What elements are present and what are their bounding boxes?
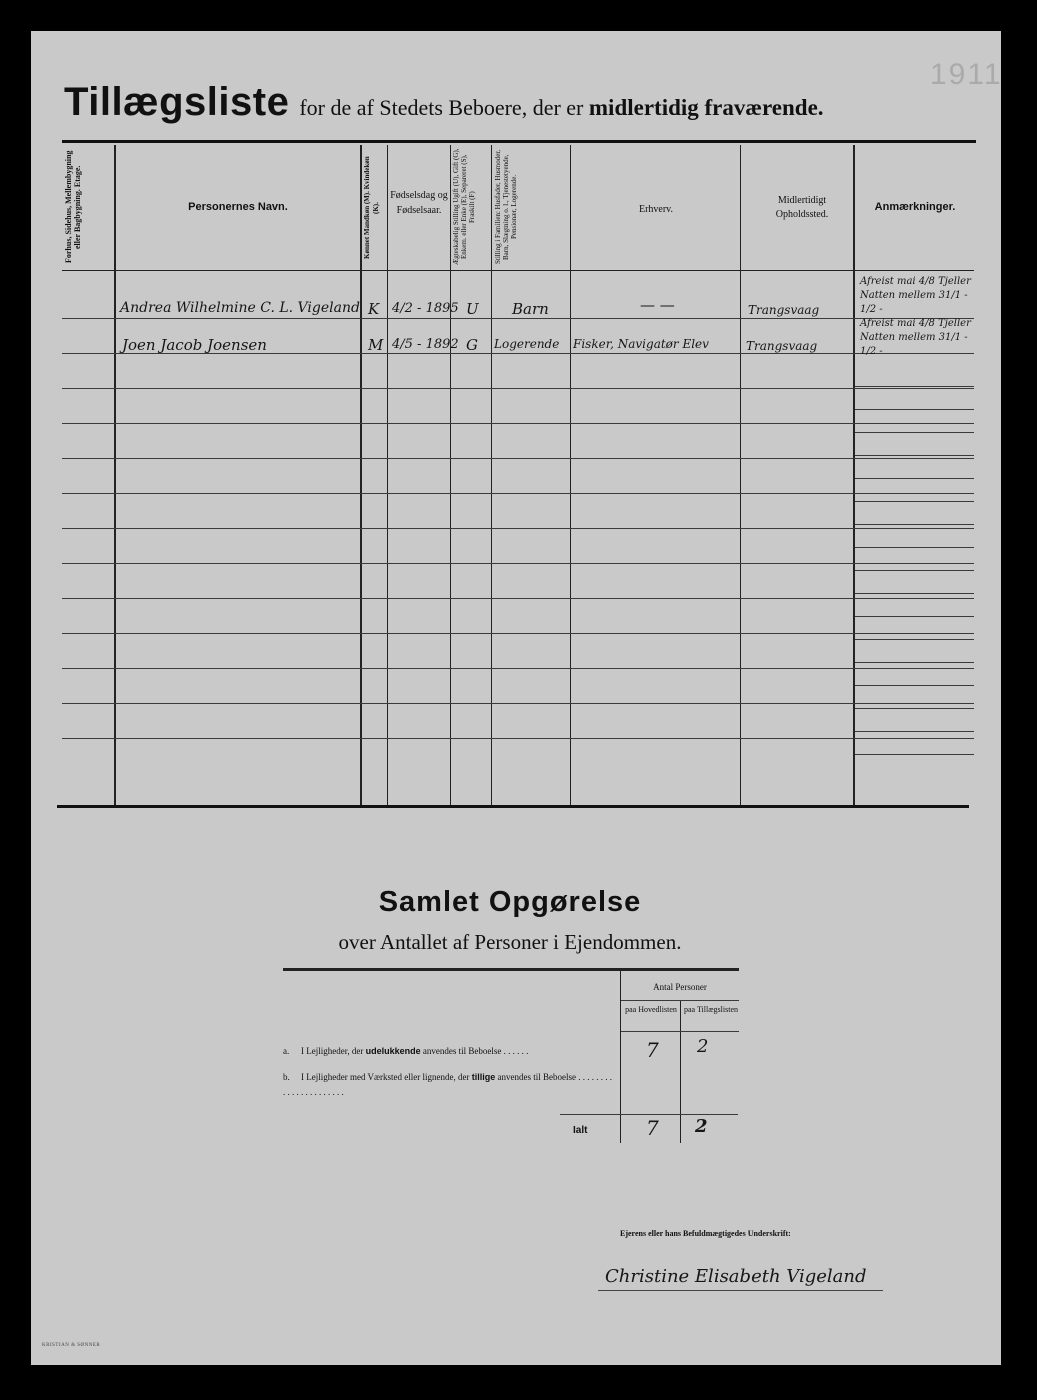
remarks-row-rule <box>855 409 974 410</box>
table-col-divider <box>114 145 116 807</box>
header-building: Forhus, Sidehus, Mellembygning eller Bagbygning. Etage. <box>64 150 82 264</box>
table-row-rule <box>62 458 974 459</box>
row-1-family: Barn <box>512 300 549 318</box>
signature-label: Ejerens eller hans Befuldmægtigedes Underskrift: <box>620 1229 791 1238</box>
remarks-row-rule <box>855 501 974 502</box>
header-birth: Fødselsdag og Fødselsaar. <box>390 190 448 216</box>
summary-title: Samlet Opgørelse <box>378 886 642 918</box>
summary-header-main: paa Hovedlisten <box>625 1005 677 1014</box>
row-2-family: Logerende <box>494 337 560 351</box>
remarks-row-rule <box>855 639 974 640</box>
table-bottom-rule <box>57 805 969 808</box>
title-rule <box>62 140 976 143</box>
title-main: Tillægsliste <box>64 80 290 124</box>
remarks-row-rule <box>855 547 974 548</box>
summary-col-divider <box>680 1000 681 1143</box>
table-col-divider <box>491 145 492 807</box>
row-b-letter: b. <box>283 1072 290 1082</box>
table-row-rule <box>62 738 974 739</box>
total-supp-count: 2 <box>695 1116 708 1137</box>
row-1-remark: Afreist mai 4/8 Tjeller Natten mellem 31/1 - 1/2 - <box>860 276 971 315</box>
row-b-text-bold: tillige <box>471 1072 496 1082</box>
header-remarks: Anmærkninger. <box>874 201 956 213</box>
summary-sub-rule <box>621 1031 739 1032</box>
row-a-text-bold: udelukkende <box>365 1046 421 1056</box>
remarks-row-rule <box>855 685 974 686</box>
row-a-letter: a. <box>283 1046 290 1056</box>
table-col-divider <box>570 145 571 807</box>
row-2-marital: G <box>466 336 478 354</box>
remarks-row-rule <box>855 731 974 732</box>
table-row-rule <box>62 633 974 634</box>
page-title <box>64 80 824 125</box>
row-2-location: Trangsvaag <box>746 339 818 353</box>
header-location: Midlertidigt Opholdssted. <box>775 195 829 220</box>
row-1-location: Trangsvaag <box>748 303 820 317</box>
total-label: Ialt <box>573 1125 588 1136</box>
row-a-supp-count: 2 <box>697 1036 709 1057</box>
summary-top-rule <box>283 968 739 971</box>
remarks-row-rule <box>855 593 974 594</box>
remarks-row-rule <box>855 432 974 433</box>
header-occupation: Erhverv. <box>638 204 674 215</box>
remarks-row-rule <box>855 616 974 617</box>
row-1-sex: K <box>368 300 380 318</box>
summary-total-rule <box>560 1114 738 1115</box>
header-family: Stilling i Familien: Husfader, Husmoder, Barn, Slægtning o. l., Tjenestetyende, Pensionær, Logerende. <box>494 149 518 265</box>
corner-mark: 1911 <box>930 58 1003 91</box>
remarks-row-rule <box>855 524 974 525</box>
title-emphasis: midlertidig fraværende. <box>588 95 824 120</box>
remarks-row-rule <box>855 570 974 571</box>
signature-handwriting: Christine Elisabeth Vigeland <box>605 1266 867 1287</box>
row-1-birth: 4/2 - 1895 <box>392 301 459 316</box>
row-a-text-pre: I Lejligheder, der <box>301 1046 366 1056</box>
table-row-rule <box>62 703 974 704</box>
printer-imprint: KRISTIAN & SØNNER <box>42 1343 101 1348</box>
row-1-occupation: — — <box>640 296 675 314</box>
summary-subtitle: over Antallet af Personer i Ejendommen. <box>338 930 682 954</box>
table-row-rule <box>62 598 974 599</box>
header-rule <box>62 270 974 271</box>
remarks-row-rule <box>855 754 974 755</box>
table-row-rule <box>62 423 974 424</box>
row-a-main-count: 7 <box>646 1038 659 1062</box>
row-2-name: Joen Jacob Joensen <box>122 336 267 354</box>
summary-header-group: Antal Personer <box>653 982 707 992</box>
summary-header-supp: paa Tillægslisten <box>683 1005 738 1014</box>
header-name: Personernes Navn. <box>188 201 288 213</box>
row-b-text-pre: I Lejligheder med Værksted eller lignende, der <box>301 1072 472 1082</box>
row-a-text-post: anvendes til Beboelse . . . . . . <box>420 1046 529 1056</box>
summary-row-b <box>283 1070 613 1100</box>
table-col-divider <box>740 145 741 807</box>
header-sex: Kønnet Mandkøn (M). Kvindekøn (K). <box>363 156 380 260</box>
table-col-divider <box>450 145 451 807</box>
table-row-rule <box>62 493 974 494</box>
row-2-sex: M <box>368 336 384 354</box>
remarks-row-rule <box>855 455 974 456</box>
total-main-count: 7 <box>646 1116 659 1140</box>
header-marital: Ægteskabelig Stilling Ugift (U), Gift (G), Enkem. eller Enke (E), Separeret (S), Fraskilt (F) <box>452 148 476 266</box>
row-2-birth: 4/5 - 1892 <box>392 337 459 352</box>
row-2-occupation: Fisker, Navigatør Elev <box>573 337 709 351</box>
remarks-row-rule <box>855 708 974 709</box>
table-row-rule <box>62 563 974 564</box>
table-col-divider <box>360 145 362 807</box>
summary-sub-rule <box>621 1000 739 1001</box>
remarks-row-rule <box>855 386 974 387</box>
summary-row-a <box>283 1046 618 1056</box>
remarks-row-rule <box>855 478 974 479</box>
row-2-remark: Afreist mai 4/8 Tjeller Natten mellem 31/1 - 1/2 - <box>860 318 971 357</box>
table-row-rule <box>62 388 974 389</box>
row-1-name: Andrea Wilhelmine C. L. Vigeland <box>120 300 360 316</box>
table-col-divider <box>387 145 388 807</box>
table-row-rule <box>62 528 974 529</box>
row-b-text-post: anvendes til Beboelse . . . . . . . . . . . . . . . . . . . . . . <box>283 1072 613 1097</box>
signature-line <box>598 1290 883 1291</box>
table-row-rule <box>62 668 974 669</box>
summary-col-divider <box>620 971 621 1143</box>
row-1-marital: U <box>466 300 479 318</box>
title-rest: for de af Stedets Beboere, der er <box>299 95 589 120</box>
table-row-rule <box>62 318 974 319</box>
remarks-row-rule <box>855 662 974 663</box>
